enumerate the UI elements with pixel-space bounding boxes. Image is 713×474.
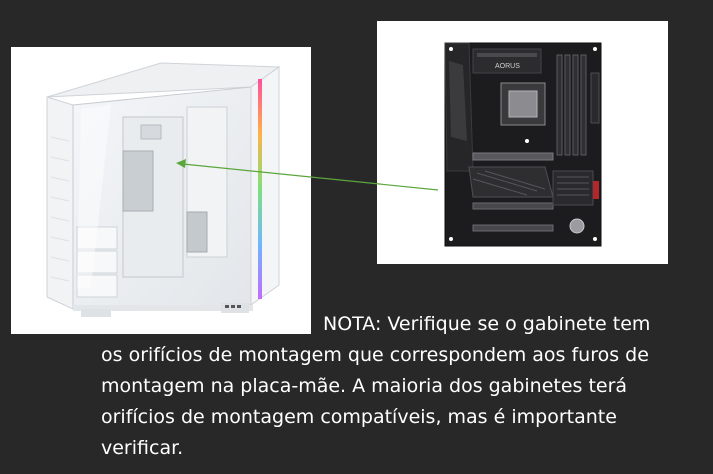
pc-case-image [11, 47, 311, 334]
motherboard-image [377, 21, 668, 264]
note-line: orifícios de montagem compatíveis, mas é importante [101, 406, 617, 428]
note-line: montagem na placa-mãe. A maioria dos gabinetes terá [101, 375, 628, 397]
note-line: verificar. [101, 437, 184, 459]
pc-case-illustration [11, 47, 311, 334]
board-brand-label: AORUS [495, 63, 520, 70]
motherboard-illustration [377, 21, 668, 264]
note-line: NOTA: Verifique se o gabinete tem [323, 313, 651, 335]
note-line: os orifícios de montagem que correspondem aos furos de [101, 344, 649, 366]
